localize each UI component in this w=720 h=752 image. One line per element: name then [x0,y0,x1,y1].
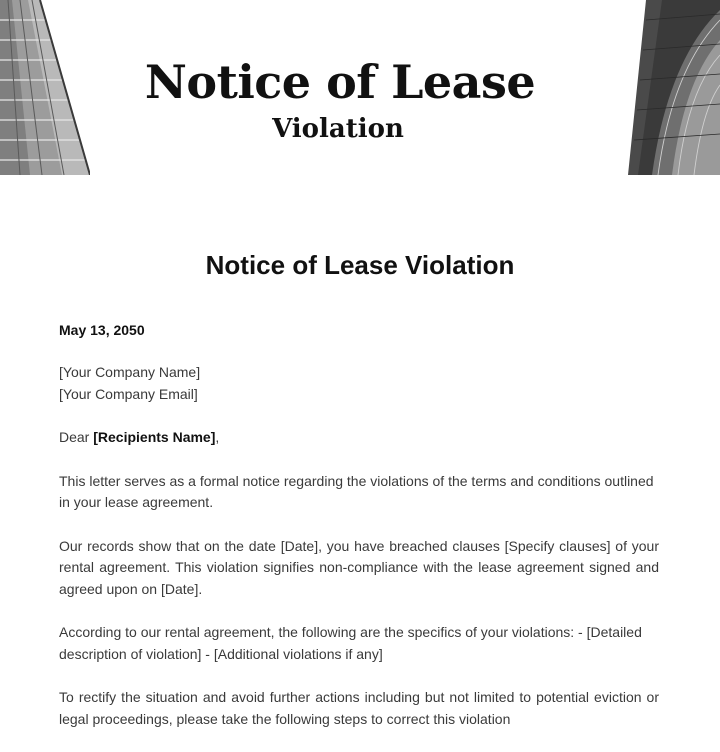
cover-subtitle: Violation [272,114,404,144]
recipient-name: [Recipients Name] [93,429,216,445]
document-title: Notice of Lease Violation [205,250,515,280]
paragraph-3: According to our rental agreement, the following are the specifics of your violations: - [Detailed description of violation] - [Additional violations if any] [59,624,642,662]
salutation-prefix: Dear [59,429,94,445]
cover-title: Notice of Lease [144,55,536,109]
company-email: [Your Company Email] [59,385,198,402]
cover-banner [0,0,720,175]
letter-body [59,320,659,752]
paragraph-4: To rectify the situation and avoid further actions including but not limited to potential eviction or legal proceedings, please take the following steps to correct this violation [59,689,659,727]
company-name: [Your Company Name] [59,364,201,380]
salutation [59,427,659,449]
salutation-suffix: , [215,429,220,445]
letter-date: May 13, 2050 [59,322,145,338]
paragraph-2: Our records show that on the date [Date], you have breached clauses [Specify clauses] of your rental agreement. This violation signifies non-compliance with the lease agreement signed and agreed upon on [Date]. [59,537,659,597]
paragraph-1: This letter serves as a formal notice regarding the violations of the terms and conditions outlined in your lease agreement. [59,472,654,510]
sender-block [59,362,659,405]
